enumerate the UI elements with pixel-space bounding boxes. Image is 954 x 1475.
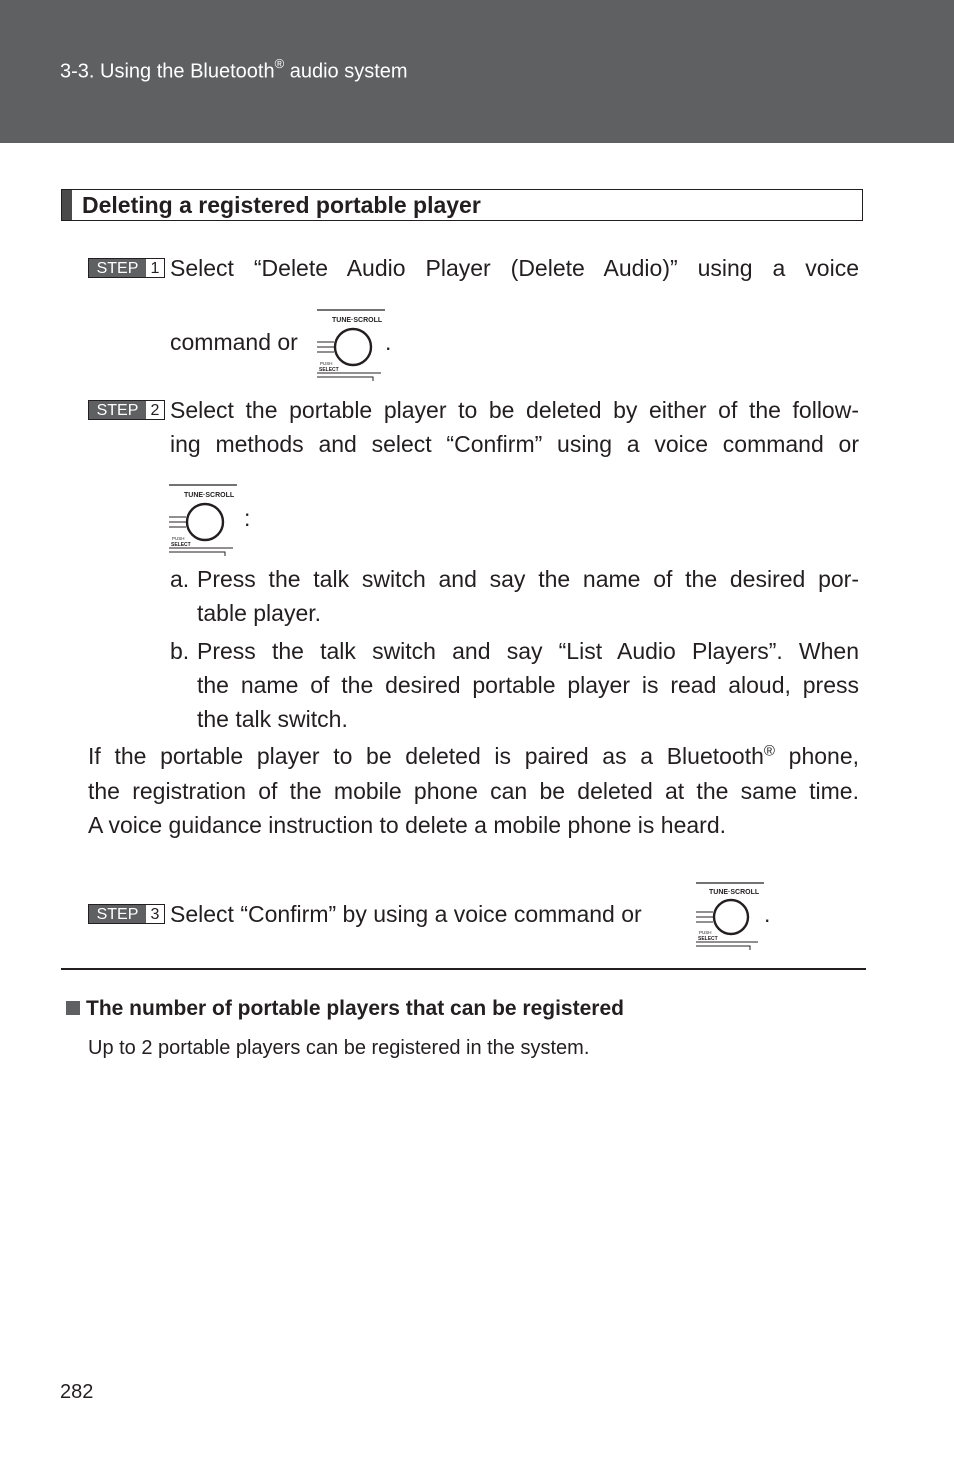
knob-tune-scroll-label: TUNE·SCROLL — [332, 317, 383, 324]
method-a-line1: Press the talk switch and say the name of the desired por- — [197, 566, 859, 592]
section-title: Deleting a registered portable player — [82, 192, 481, 218]
knob-select-label: SELECT — [698, 936, 718, 942]
step-2-colon: : — [244, 505, 251, 531]
method-b-label: b. — [170, 638, 190, 664]
section-title-bar — [62, 190, 72, 220]
method-b-line2: the name of the desired portable player is read aloud, press — [197, 672, 859, 698]
method-a-label: a. — [170, 566, 190, 592]
step-1-badge: STEP 1 — [88, 258, 165, 278]
step-1-period: . — [385, 329, 392, 355]
step-3-badge: STEP 3 — [88, 904, 165, 924]
knob-push-label: PUSH — [172, 536, 185, 541]
step-3-period: . — [764, 901, 771, 927]
divider-rule — [61, 968, 866, 970]
knob-push-label: PUSH — [699, 930, 712, 935]
knob-push-label: PUSH — [320, 361, 333, 366]
step-2-text-line2: ing methods and select “Confirm” using a voice command or — [170, 431, 859, 457]
tune-scroll-knob-icon — [692, 880, 766, 958]
page-header — [0, 0, 954, 143]
paragraph-line2: the registration of the mobile phone can be deleted at the same time. — [88, 778, 859, 804]
tune-scroll-knob-icon — [165, 482, 239, 560]
step-2-text-line1: Select the portable player to be deleted by either of the follow- — [170, 397, 859, 423]
note-text: Up to 2 portable players can be registered in the system. — [88, 1037, 590, 1059]
tune-scroll-knob-icon — [313, 307, 387, 385]
note-title: The number of portable players that can be registered — [66, 997, 624, 1021]
method-b-line1: Press the talk switch and say “List Audio Players”. When — [197, 638, 859, 664]
section-title-box — [61, 189, 863, 221]
knob-tune-scroll-label: TUNE·SCROLL — [709, 889, 760, 896]
knob-select-label: SELECT — [319, 367, 339, 373]
step-2-badge: STEP 2 — [88, 400, 165, 420]
method-b-line3: the talk switch. — [197, 706, 348, 732]
step-3-text: Select “Confirm” by using a voice command or — [170, 901, 642, 927]
square-bullet-icon — [66, 1001, 80, 1015]
knob-select-label: SELECT — [171, 542, 191, 548]
header-section-title: 3-3. Using the Bluetooth® audio system — [60, 56, 408, 83]
paragraph-line1: If the portable player to be deleted is paired as a Bluetooth® phone, — [88, 742, 860, 769]
page-number: 282 — [60, 1381, 94, 1403]
step-1-text-line2: command or — [170, 329, 298, 355]
step-1-text-line1: Select “Delete Audio Player (Delete Audio)” using a voice — [170, 255, 859, 281]
method-a-line2: table player. — [197, 600, 322, 626]
knob-tune-scroll-label: TUNE·SCROLL — [184, 492, 235, 499]
paragraph-line3: A voice guidance instruction to delete a mobile phone is heard. — [88, 812, 727, 838]
